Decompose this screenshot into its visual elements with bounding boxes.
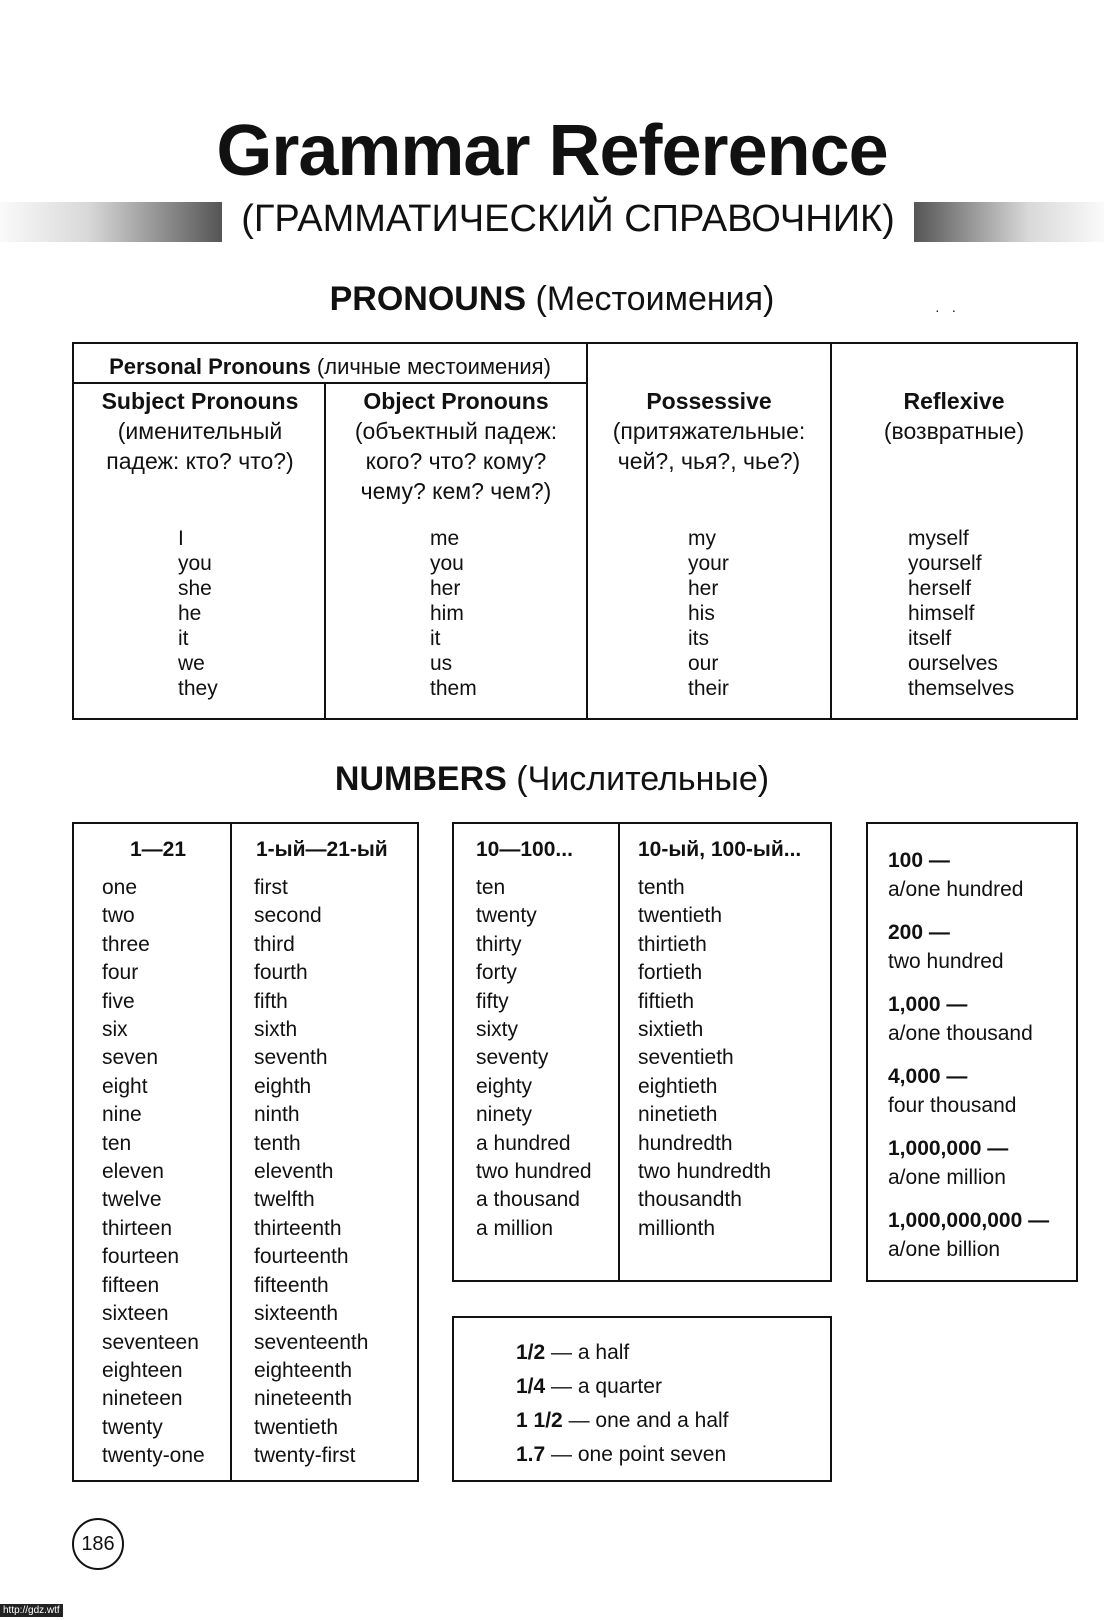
list-item: two hundredth — [638, 1160, 772, 1184]
list-item: thirteenth — [254, 1216, 342, 1240]
page-subtitle: (ГРАММАТИЧЕСКИЙ СПРАВОЧНИК) — [241, 198, 895, 240]
list-item: eighty — [476, 1074, 533, 1098]
column-title: Subject Pronouns — [101, 388, 299, 414]
list-item — [516, 1370, 729, 1404]
list-item: six — [102, 1018, 128, 1042]
big-numbers-list — [888, 846, 1049, 1278]
list-item: twelve — [102, 1188, 162, 1212]
column-title: Reflexive — [903, 388, 1005, 414]
list-item: seven — [102, 1046, 159, 1070]
ordinal-list — [254, 874, 368, 1471]
list-item: twentieth — [638, 904, 723, 928]
personal-pronouns-header — [74, 354, 586, 380]
numbers-heading-ru: (Числительные) — [516, 760, 770, 798]
list-item: seventeen — [102, 1330, 199, 1354]
list-item: fourth — [254, 961, 308, 985]
list-item: he — [178, 602, 202, 625]
list-item: eighteen — [102, 1358, 183, 1382]
list-item: millionth — [638, 1216, 716, 1240]
divider — [74, 382, 586, 384]
possessive-list — [688, 526, 729, 701]
list-item: tenth — [638, 876, 685, 899]
list-item: she — [178, 577, 212, 600]
list-item: its — [688, 627, 709, 650]
list-item: thirteen — [102, 1216, 173, 1240]
fraction-word: — one and a half — [568, 1409, 729, 1432]
decorative-bar-right — [914, 202, 1104, 242]
fraction-value: 1/4 — [516, 1375, 546, 1398]
divider — [586, 344, 588, 718]
list-item: sixteenth — [254, 1302, 339, 1326]
list-item: three — [102, 932, 150, 956]
list-item: a hundred — [476, 1131, 571, 1155]
numbers-heading-en: NUMBERS — [334, 760, 507, 798]
pronouns-heading-ru: (Местоимения) — [535, 280, 775, 318]
subtitle-bar — [0, 196, 1104, 250]
list-item: thousandth — [638, 1188, 742, 1212]
list-item: two — [102, 904, 135, 928]
number-value: 200 — — [888, 921, 950, 944]
list-item: him — [430, 602, 464, 625]
list-item: I — [178, 527, 184, 550]
list-item: ninetieth — [638, 1103, 718, 1127]
object-pronouns-header — [336, 386, 576, 506]
list-item: her — [430, 577, 461, 600]
list-item: eight — [102, 1074, 148, 1098]
object-pronouns-list — [430, 526, 477, 701]
list-item: twenty-one — [102, 1444, 205, 1468]
fraction-word: — a half — [551, 1341, 630, 1364]
list-item: twentieth — [254, 1415, 339, 1439]
list-item: your — [688, 552, 729, 575]
list-item: herself — [908, 577, 972, 600]
personal-pronouns-label-ru: (личные местоимения) — [316, 354, 551, 379]
list-item: seventh — [254, 1046, 328, 1070]
list-item: eightieth — [638, 1074, 718, 1098]
list-item — [888, 990, 1049, 1048]
list-item: one — [102, 876, 138, 899]
number-value: 1,000,000,000 — — [888, 1209, 1050, 1232]
list-item: second — [254, 904, 322, 928]
reflexive-header — [836, 386, 1072, 446]
possessive-header — [592, 386, 826, 476]
list-item: it — [430, 627, 441, 650]
list-item: fourteen — [102, 1245, 180, 1269]
numbers-heading — [0, 760, 1104, 799]
list-item: me — [430, 527, 460, 550]
list-item — [888, 1134, 1049, 1192]
list-item: fifty — [476, 989, 509, 1013]
divider — [618, 824, 620, 1280]
decorative-bar-left — [0, 202, 222, 242]
fraction-value: 1.7 — [516, 1443, 546, 1466]
list-item: fifteen — [102, 1273, 160, 1297]
list-item: first — [254, 876, 288, 899]
list-item: sixty — [476, 1018, 518, 1042]
big-numbers-table — [866, 822, 1078, 1282]
list-item: a million — [476, 1216, 554, 1240]
list-item: eleven — [102, 1160, 164, 1184]
list-item: ninety — [476, 1103, 533, 1127]
number-word: a/one thousand — [888, 1022, 1033, 1045]
list-item: eleventh — [254, 1160, 334, 1184]
list-item: third — [254, 932, 295, 956]
scan-dots: · · — [935, 302, 961, 318]
list-item — [888, 918, 1049, 976]
number-value: 100 — — [888, 849, 950, 872]
list-item: ourselves — [908, 652, 998, 675]
column-note: (притяжательные: чей?, чья?, чье?) — [612, 418, 806, 474]
cardinal-list — [476, 874, 592, 1243]
list-item: seventy — [476, 1046, 549, 1070]
list-item: twenty-first — [254, 1444, 356, 1468]
list-item: sixth — [254, 1018, 298, 1042]
list-item: a thousand — [476, 1188, 580, 1212]
list-item: fourteenth — [254, 1245, 349, 1269]
list-item: five — [102, 989, 135, 1013]
list-item: eighth — [254, 1074, 312, 1098]
list-item: his — [688, 602, 715, 625]
list-item — [516, 1336, 729, 1370]
fractions-list — [516, 1336, 729, 1472]
divider — [830, 344, 832, 718]
list-item: himself — [908, 602, 975, 625]
ordinal-list — [638, 874, 771, 1243]
list-item: thirty — [476, 932, 522, 956]
list-item: my — [688, 527, 716, 550]
list-item: two hundred — [476, 1160, 592, 1184]
list-item: ninth — [254, 1103, 300, 1127]
list-item: ten — [102, 1131, 132, 1155]
column-header: 1—21 — [130, 838, 187, 861]
column-header: 1-ый—21-ый — [256, 838, 388, 861]
list-item — [888, 846, 1049, 904]
list-item: forty — [476, 961, 517, 985]
pronouns-table — [72, 342, 1078, 720]
divider — [324, 382, 326, 718]
list-item: twenty — [476, 904, 537, 928]
number-word: two hundred — [888, 950, 1004, 973]
list-item: her — [688, 577, 719, 600]
list-item — [888, 1062, 1049, 1120]
list-item: seventeenth — [254, 1330, 369, 1354]
fraction-word: — one point seven — [551, 1443, 727, 1466]
fraction-value: 1/2 — [516, 1341, 546, 1364]
list-item — [516, 1438, 729, 1472]
fraction-value: 1 1/2 — [516, 1409, 563, 1432]
number-value: 1,000 — — [888, 993, 968, 1016]
list-item: nineteenth — [254, 1387, 353, 1411]
list-item: seventieth — [638, 1046, 734, 1070]
personal-pronouns-label: Personal Pronouns — [109, 354, 311, 379]
list-item: thirtieth — [638, 932, 707, 956]
subject-pronouns-list — [178, 526, 218, 701]
number-word: a/one million — [888, 1166, 1006, 1189]
column-header: 10-ый, 100-ый... — [638, 838, 802, 861]
cardinal-list — [102, 874, 205, 1471]
list-item: we — [178, 652, 205, 675]
numbers-table-1-21 — [72, 822, 419, 1482]
list-item: you — [178, 552, 212, 575]
list-item: yourself — [908, 552, 982, 575]
page-number: 186 — [72, 1518, 124, 1570]
number-word: a/one hundred — [888, 878, 1024, 901]
pronouns-heading-en: PRONOUNS — [329, 280, 527, 318]
list-item: sixtieth — [638, 1018, 704, 1042]
list-item: you — [430, 552, 464, 575]
list-item — [888, 1206, 1049, 1264]
column-title: Possessive — [646, 388, 772, 414]
list-item: itself — [908, 627, 952, 650]
list-item: themselves — [908, 677, 1015, 700]
numbers-table-10-100 — [452, 822, 832, 1282]
reflexive-list — [908, 526, 1014, 701]
subject-pronouns-header — [82, 386, 318, 476]
column-note: (объектный падеж: кого? что? кому? чему? кем? чем?) — [354, 418, 558, 504]
list-item: hundredth — [638, 1131, 733, 1155]
list-item: our — [688, 652, 719, 675]
divider — [230, 824, 232, 1480]
list-item: their — [688, 677, 729, 700]
source-url: http://gdz.wtf — [0, 1604, 63, 1617]
list-item: tenth — [254, 1131, 301, 1155]
column-note: (именительный падеж: кто? что?) — [106, 418, 294, 474]
fractions-table — [452, 1316, 832, 1482]
list-item: fiftieth — [638, 989, 695, 1013]
page-title: Grammar Reference — [216, 111, 888, 191]
column-header: 10—100... — [476, 838, 573, 861]
list-item: fifteenth — [254, 1273, 329, 1297]
list-item: twenty — [102, 1415, 163, 1439]
list-item: nineteen — [102, 1387, 183, 1411]
column-note: (возвратные) — [883, 418, 1025, 444]
number-value: 1,000,000 — — [888, 1137, 1009, 1160]
list-item: myself — [908, 527, 969, 550]
list-item: fortieth — [638, 961, 703, 985]
list-item: them — [430, 677, 477, 700]
list-item: us — [430, 652, 453, 675]
number-value: 4,000 — — [888, 1065, 968, 1088]
list-item: ten — [476, 876, 506, 899]
list-item: they — [178, 677, 218, 700]
column-title: Object Pronouns — [363, 388, 549, 414]
list-item: nine — [102, 1103, 142, 1127]
fraction-word: — a quarter — [551, 1375, 662, 1398]
number-word: four thousand — [888, 1094, 1017, 1117]
list-item: twelfth — [254, 1188, 315, 1212]
number-word: a/one billion — [888, 1238, 1001, 1261]
list-item: it — [178, 627, 189, 650]
list-item — [516, 1404, 729, 1438]
list-item: fifth — [254, 989, 288, 1013]
list-item: four — [102, 961, 139, 985]
list-item: eighteenth — [254, 1358, 353, 1382]
list-item: sixteen — [102, 1302, 169, 1326]
